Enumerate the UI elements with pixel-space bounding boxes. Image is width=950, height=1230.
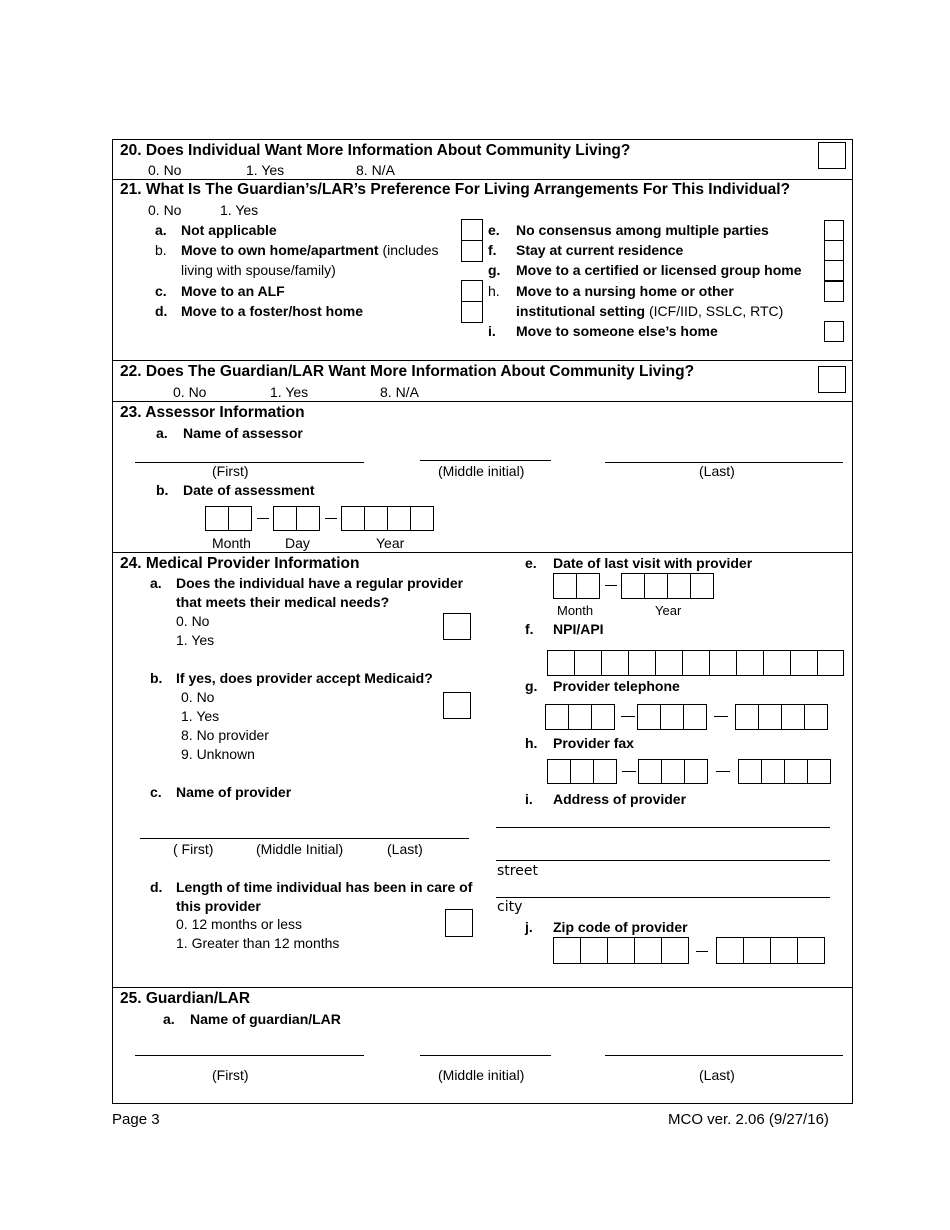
divider-23-24	[112, 552, 853, 553]
q24-j-text: Zip code of provider	[553, 919, 688, 935]
q21-b-checkbox[interactable]	[461, 240, 483, 262]
q21-option-yes: 1. Yes	[220, 202, 259, 218]
q24-d-letter: d.	[150, 879, 163, 895]
divider-21-22	[112, 360, 853, 361]
q23-date-dash-2	[325, 518, 337, 519]
q21-g-letter: g.	[488, 262, 501, 278]
q24-i-letter: i.	[525, 791, 533, 807]
q21-f-text: Stay at current residence	[516, 242, 684, 258]
q24-i-text: Address of provider	[553, 791, 687, 807]
q24-i-city-label: city	[497, 899, 523, 915]
q23-last-label: (Last)	[699, 463, 735, 479]
q20-answer-box[interactable]	[818, 142, 846, 169]
q24-h-dash-2	[716, 771, 730, 772]
q21-f-letter: f.	[488, 242, 497, 258]
q25-a-text: Name of guardian/LAR	[190, 1011, 341, 1027]
q21-option-no: 0. No	[148, 202, 182, 218]
q24-f-text: NPI/API	[553, 621, 604, 637]
q23-middle-initial-line[interactable]	[420, 460, 551, 461]
q24-d-text-1: Length of time individual has been in care of	[176, 879, 473, 895]
q24-a-text-1: Does the individual have a regular provider	[176, 575, 464, 591]
q24-e-year-label: Year	[655, 603, 682, 618]
q21-i-checkbox[interactable]	[824, 321, 844, 342]
q24-b-text: If yes, does provider accept Medicaid?	[176, 670, 433, 686]
q21-c-text: Move to an ALF	[181, 283, 285, 299]
q20-option-na: 8. N/A	[356, 162, 395, 178]
q23-year-label: Year	[376, 535, 405, 551]
q24-a-text-2: that meets their medical needs?	[176, 594, 390, 610]
q24-a-letter: a.	[150, 575, 162, 591]
divider-20-21	[112, 179, 853, 180]
q24-i-city-line[interactable]	[496, 897, 830, 898]
q25-middle-initial-line[interactable]	[420, 1055, 551, 1056]
page-number: Page 3	[112, 1111, 160, 1128]
q24-a-option-yes: 1. Yes	[176, 632, 215, 648]
q24-b-option-yes: 1. Yes	[181, 708, 220, 724]
q23-date-month-cells[interactable]	[205, 506, 252, 531]
q24-j-zip4-cells[interactable]	[716, 937, 825, 964]
divider-24-25	[112, 987, 853, 988]
q21-i-letter: i.	[488, 323, 496, 339]
q24-g-text: Provider telephone	[553, 678, 680, 694]
q24-i-street-label: street	[497, 863, 538, 879]
q24-c-last-label: (Last)	[387, 841, 423, 857]
divider-22-23	[112, 401, 853, 402]
q25-first-label: (First)	[212, 1067, 249, 1083]
q24-j-letter: j.	[525, 919, 533, 935]
q21-e-checkbox[interactable]	[824, 220, 844, 241]
q24-g-letter: g.	[525, 678, 538, 694]
q24-d-option-0: 0. 12 months or less	[176, 916, 303, 932]
q22-answer-box[interactable]	[818, 366, 846, 393]
q24-f-npi-cells[interactable]	[547, 650, 844, 676]
q24-e-letter: e.	[525, 555, 537, 571]
q21-a-checkbox[interactable]	[461, 219, 483, 241]
q24-e-month-label: Month	[557, 603, 594, 618]
q24-g-dash-2	[714, 716, 728, 717]
q25-last-name-line[interactable]	[605, 1055, 843, 1056]
q23-a-text: Name of assessor	[183, 425, 303, 441]
q24-i-address-line-1[interactable]	[496, 827, 830, 828]
form-version: MCO ver. 2.06 (9/27/16)	[668, 1111, 829, 1128]
q20-option-no: 0. No	[148, 162, 182, 178]
q24-b-option-unknown: 9. Unknown	[181, 746, 255, 762]
q23-middle-label: (Middle initial)	[438, 463, 525, 479]
q21-d-text: Move to a foster/host home	[181, 303, 364, 319]
q20-option-yes: 1. Yes	[246, 162, 285, 178]
q24-c-first-label: ( First)	[173, 841, 214, 857]
q23-date-dash-1	[257, 518, 269, 519]
q23-day-label: Day	[285, 535, 310, 551]
q24-g-dash-1	[621, 716, 635, 717]
q21-a-text: Not applicable	[181, 222, 277, 238]
q20-title: 20. Does Individual Want More Information About Community Living?	[120, 142, 631, 159]
q24-b-answer-box[interactable]	[443, 692, 471, 719]
q23-a-letter: a.	[156, 425, 168, 441]
q23-date-day-cells[interactable]	[273, 506, 320, 531]
q23-b-letter: b.	[156, 482, 169, 498]
q24-e-dash	[605, 585, 617, 586]
q24-c-text: Name of provider	[176, 784, 292, 800]
q21-b-text: Move to own home/apartment (includes	[181, 242, 439, 258]
q24-j-zip5-cells[interactable]	[553, 937, 689, 964]
q21-e-text: No consensus among multiple parties	[516, 222, 769, 238]
q24-h-area-code-cells[interactable]	[547, 759, 617, 784]
q24-e-year-cells[interactable]	[621, 573, 714, 599]
q21-e-letter: e.	[488, 222, 500, 238]
q24-d-answer-box[interactable]	[445, 909, 473, 937]
q23-first-name-line[interactable]	[135, 462, 364, 463]
q22-title: 22. Does The Guardian/LAR Want More Information About Community Living?	[120, 363, 695, 380]
q24-j-dash	[696, 951, 708, 952]
q21-c-letter: c.	[155, 283, 167, 299]
q24-a-answer-box[interactable]	[443, 613, 471, 640]
q25-a-letter: a.	[163, 1011, 175, 1027]
q21-d-checkbox[interactable]	[461, 301, 483, 323]
q23-month-label: Month	[212, 535, 251, 551]
q24-g-area-code-cells[interactable]	[545, 704, 615, 730]
q25-last-label: (Last)	[699, 1067, 735, 1083]
q21-a-letter: a.	[155, 222, 167, 238]
q24-b-option-no: 0. No	[181, 689, 215, 705]
q24-g-prefix-cells[interactable]	[637, 704, 707, 730]
q23-date-year-cells[interactable]	[341, 506, 434, 531]
q24-d-text-2: this provider	[176, 898, 261, 914]
q24-f-letter: f.	[525, 621, 534, 637]
q25-title: 25. Guardian/LAR	[120, 990, 251, 1007]
q24-title: 24. Medical Provider Information	[120, 555, 360, 572]
q24-a-option-no: 0. No	[176, 613, 210, 629]
q24-b-option-no-provider: 8. No provider	[181, 727, 269, 743]
q24-d-option-1: 1. Greater than 12 months	[176, 935, 340, 951]
q25-first-name-line[interactable]	[135, 1055, 364, 1056]
q25-middle-label: (Middle initial)	[438, 1067, 525, 1083]
q24-c-middle-label: (Middle Initial)	[256, 841, 344, 857]
q21-h-text: Move to a nursing home or other	[516, 283, 734, 299]
q21-i-text: Move to someone else’s home	[516, 323, 718, 339]
q24-i-street-line[interactable]	[496, 860, 830, 861]
q21-f-checkbox[interactable]	[824, 240, 844, 261]
q22-option-yes: 1. Yes	[270, 384, 309, 400]
q22-option-na: 8. N/A	[380, 384, 419, 400]
q23-b-text: Date of assessment	[183, 482, 315, 498]
q24-e-text: Date of last visit with provider	[553, 555, 753, 571]
q23-title: 23. Assessor Information	[120, 404, 305, 421]
q24-h-line-cells[interactable]	[738, 759, 831, 784]
q24-b-letter: b.	[150, 670, 163, 686]
q21-c-checkbox[interactable]	[461, 280, 483, 302]
q24-h-prefix-cells[interactable]	[638, 759, 708, 784]
q21-b-letter: b.	[155, 242, 167, 258]
q21-h-checkbox[interactable]	[824, 281, 844, 302]
q21-b-text-2: living with spouse/family)	[181, 262, 336, 278]
q23-first-label: (First)	[212, 463, 249, 479]
q21-h-letter: h.	[488, 283, 500, 299]
q21-d-letter: d.	[155, 303, 168, 319]
q22-option-no: 0. No	[173, 384, 207, 400]
q24-c-name-line[interactable]	[140, 838, 469, 839]
q21-g-checkbox[interactable]	[824, 260, 844, 281]
q21-g-text: Move to a certified or licensed group home	[516, 262, 802, 278]
q24-c-letter: c.	[150, 784, 162, 800]
q24-e-month-cells[interactable]	[553, 573, 600, 599]
q21-h-text-2: institutional setting (ICF/IID, SSLC, RTC)	[516, 303, 784, 319]
q21-title: 21. What Is The Guardian’s/LAR’s Preference For Living Arrangements For This Individual?	[120, 181, 791, 198]
q24-h-dash-1	[622, 771, 636, 772]
q24-g-line-cells[interactable]	[735, 704, 828, 730]
q24-h-text: Provider fax	[553, 735, 634, 751]
q24-h-letter: h.	[525, 735, 538, 751]
